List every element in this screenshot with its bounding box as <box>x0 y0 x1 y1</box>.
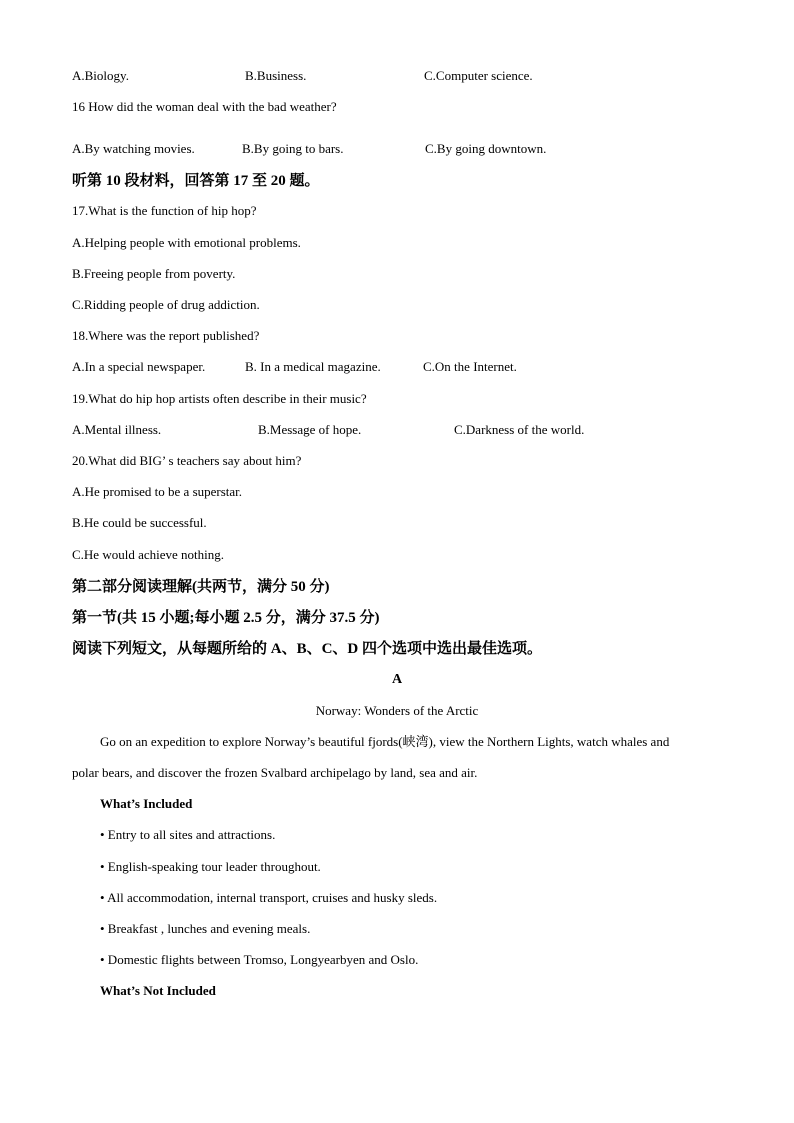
q15-option-c: C.Computer science. <box>424 68 533 83</box>
passage-letter: A <box>391 672 403 687</box>
q17-question: 17.What is the function of hip hop? <box>72 203 257 218</box>
q17-option-c: C.Ridding people of drug addiction. <box>72 297 260 312</box>
q20-option-b: B.He could be successful. <box>72 515 207 530</box>
reading-instruction: 阅读下列短文，从每题所给的 A、B、C、D 四个选项中选出最佳选项。 <box>72 641 543 657</box>
q18-option-b: B. In a medical magazine. <box>245 359 381 374</box>
q16-question: 16 How did the woman deal with the bad weather? <box>72 99 337 114</box>
section1-title: 第一节(共 15 小题;每小题 2.5 分，满分 37.5 分) <box>72 610 380 626</box>
q18-option-a: A.In a special newspaper. <box>72 359 206 374</box>
q16-option-c: C.By going downtown. <box>425 141 547 156</box>
q19-option-c: C.Darkness of the world. <box>454 422 585 437</box>
included-item: • All accommodation, internal transport, cruises and husky sleds. <box>100 890 438 905</box>
q15-option-a: A.Biology. <box>72 68 129 83</box>
q20-option-a: A.He promised to be a superstar. <box>72 484 243 499</box>
q16-option-b: B.By going to bars. <box>242 141 344 156</box>
q16-option-a: A.By watching movies. <box>72 141 195 156</box>
q19-question: 19.What do hip hop artists often describe in their music? <box>72 391 367 406</box>
q15-option-b: B.Business. <box>245 68 307 83</box>
q18-question: 18.Where was the report published? <box>72 328 260 343</box>
included-item: • English-speaking tour leader throughout. <box>100 859 321 874</box>
part2-title: 第二部分阅读理解(共两节，满分 50 分) <box>72 579 330 595</box>
included-item: • Breakfast , lunches and evening meals. <box>100 921 311 936</box>
included-item: • Domestic flights between Tromso, Longyearbyen and Oslo. <box>100 952 419 967</box>
included-heading: What’s Included <box>100 796 193 811</box>
included-item: • Entry to all sites and attractions. <box>100 827 276 842</box>
q17-option-b: B.Freeing people from poverty. <box>72 266 236 281</box>
q20-question: 20.What did BIG’ s teachers say about him? <box>72 453 302 468</box>
q20-option-c: C.He would achieve nothing. <box>72 547 224 562</box>
passage-title: Norway: Wonders of the Arctic <box>315 703 479 718</box>
passage-intro-line1: Go on an expedition to explore Norway’s beautiful fjords(峡湾), view the Northern Lights, watch whales and <box>100 734 670 749</box>
passage-intro-line2: polar bears, and discover the frozen Svalbard archipelago by land, sea and air. <box>72 765 478 780</box>
not-included-heading: What’s Not Included <box>100 983 216 998</box>
q17-option-a: A.Helping people with emotional problems. <box>72 235 301 250</box>
q19-option-a: A.Mental illness. <box>72 422 162 437</box>
q18-option-c: C.On the Internet. <box>423 359 517 374</box>
q19-option-b: B.Message of hope. <box>258 422 362 437</box>
section10-instruction: 听第 10 段材料，回答第 17 至 20 题。 <box>72 173 320 189</box>
